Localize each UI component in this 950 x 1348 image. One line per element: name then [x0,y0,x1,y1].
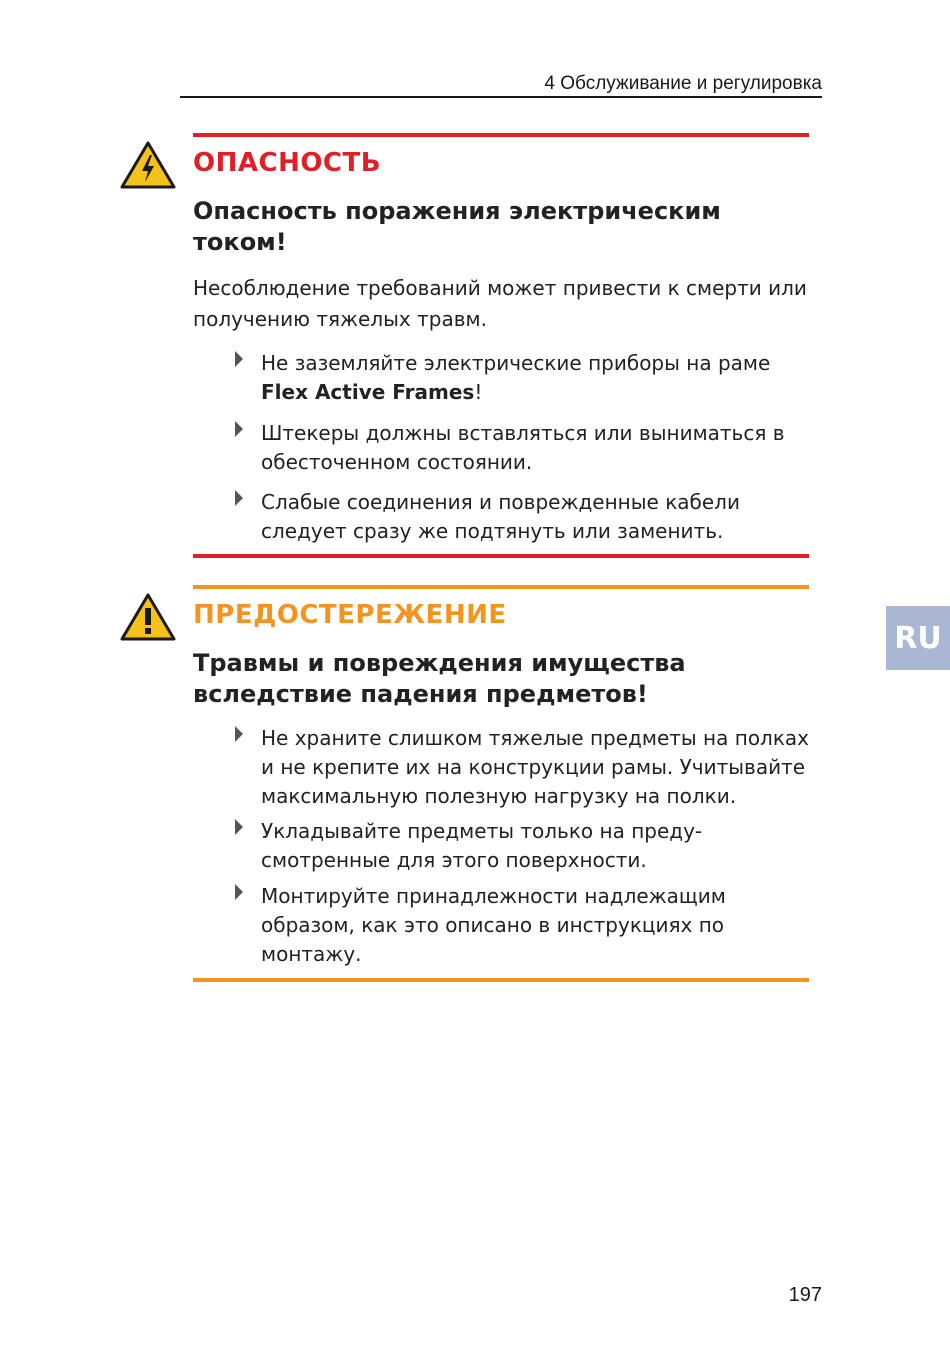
exclamation: ! [474,380,483,404]
caution-signal-word: ПРЕДОСТЕРЕЖЕНИЕ [193,600,507,630]
list-item [261,349,821,407]
list-item-line: смотренные для этого поверхности. [261,848,647,872]
bullet-arrow-icon [233,725,245,743]
danger-title-line: током! [193,228,287,256]
bullet-arrow-icon [233,818,245,836]
caution-bottom-rule [193,978,809,982]
running-header: 4 Обслуживание и регулировка [544,73,822,94]
list-item-line [261,378,821,407]
bullet-arrow-icon [233,420,245,438]
caution-title-line: Травмы и повреждения имущества [193,649,686,677]
list-item [261,419,821,477]
page-number: 197 [788,1284,822,1306]
list-item-line: Не заземляйте электрические приборы на раме [261,351,771,375]
danger-intro-line: Несоблюдение требований может привести к смерти или [193,276,807,300]
list-item-line: максимальную полезную нагрузку на полки. [261,784,737,808]
list-item [261,817,821,875]
list-item-line: Укладывайте предметы только на преду- [261,819,703,843]
danger-title [193,196,793,258]
danger-bottom-rule [193,554,809,558]
caution-title [193,648,793,710]
list-item [261,488,821,546]
danger-signal-word: ОПАСНОСТЬ [193,148,382,178]
bullet-arrow-icon [233,883,245,901]
language-tab: RU [886,606,950,670]
danger-intro-line: получению тяжелых травм. [193,307,487,331]
danger-top-rule [193,133,809,137]
list-item-line: монтажу. [261,942,362,966]
list-item-line: Слабые соединения и поврежденные кабели [261,490,740,514]
danger-title-line: Опасность поражения электрическим [193,197,721,225]
list-item [261,724,821,811]
electric-hazard-warning-icon [120,140,176,190]
danger-intro [193,273,813,335]
bullet-arrow-icon [233,489,245,507]
list-item-line: и не крепите их на конструкции рамы. Учитывайте [261,755,806,779]
caution-top-rule [193,585,809,589]
bullet-arrow-icon [233,350,245,368]
general-warning-icon [120,592,176,642]
list-item-line: Штекеры должны вставляться или выниматься в [261,421,785,445]
list-item-line: следует сразу же подтянуть или заменить. [261,519,724,543]
product-name: Flex Active Frames [261,380,475,404]
list-item-line: Не храните слишком тяжелые предметы на полках [261,726,810,750]
list-item-line: обесточенном состоянии. [261,450,533,474]
list-item-line: Монтируйте принадлежности надлежащим [261,884,726,908]
list-item-line: образом, как это описано в инструкциях по [261,913,725,937]
header-rule [180,96,822,98]
list-item [261,882,821,969]
caution-title-line: вследствие падения предметов! [193,680,648,708]
